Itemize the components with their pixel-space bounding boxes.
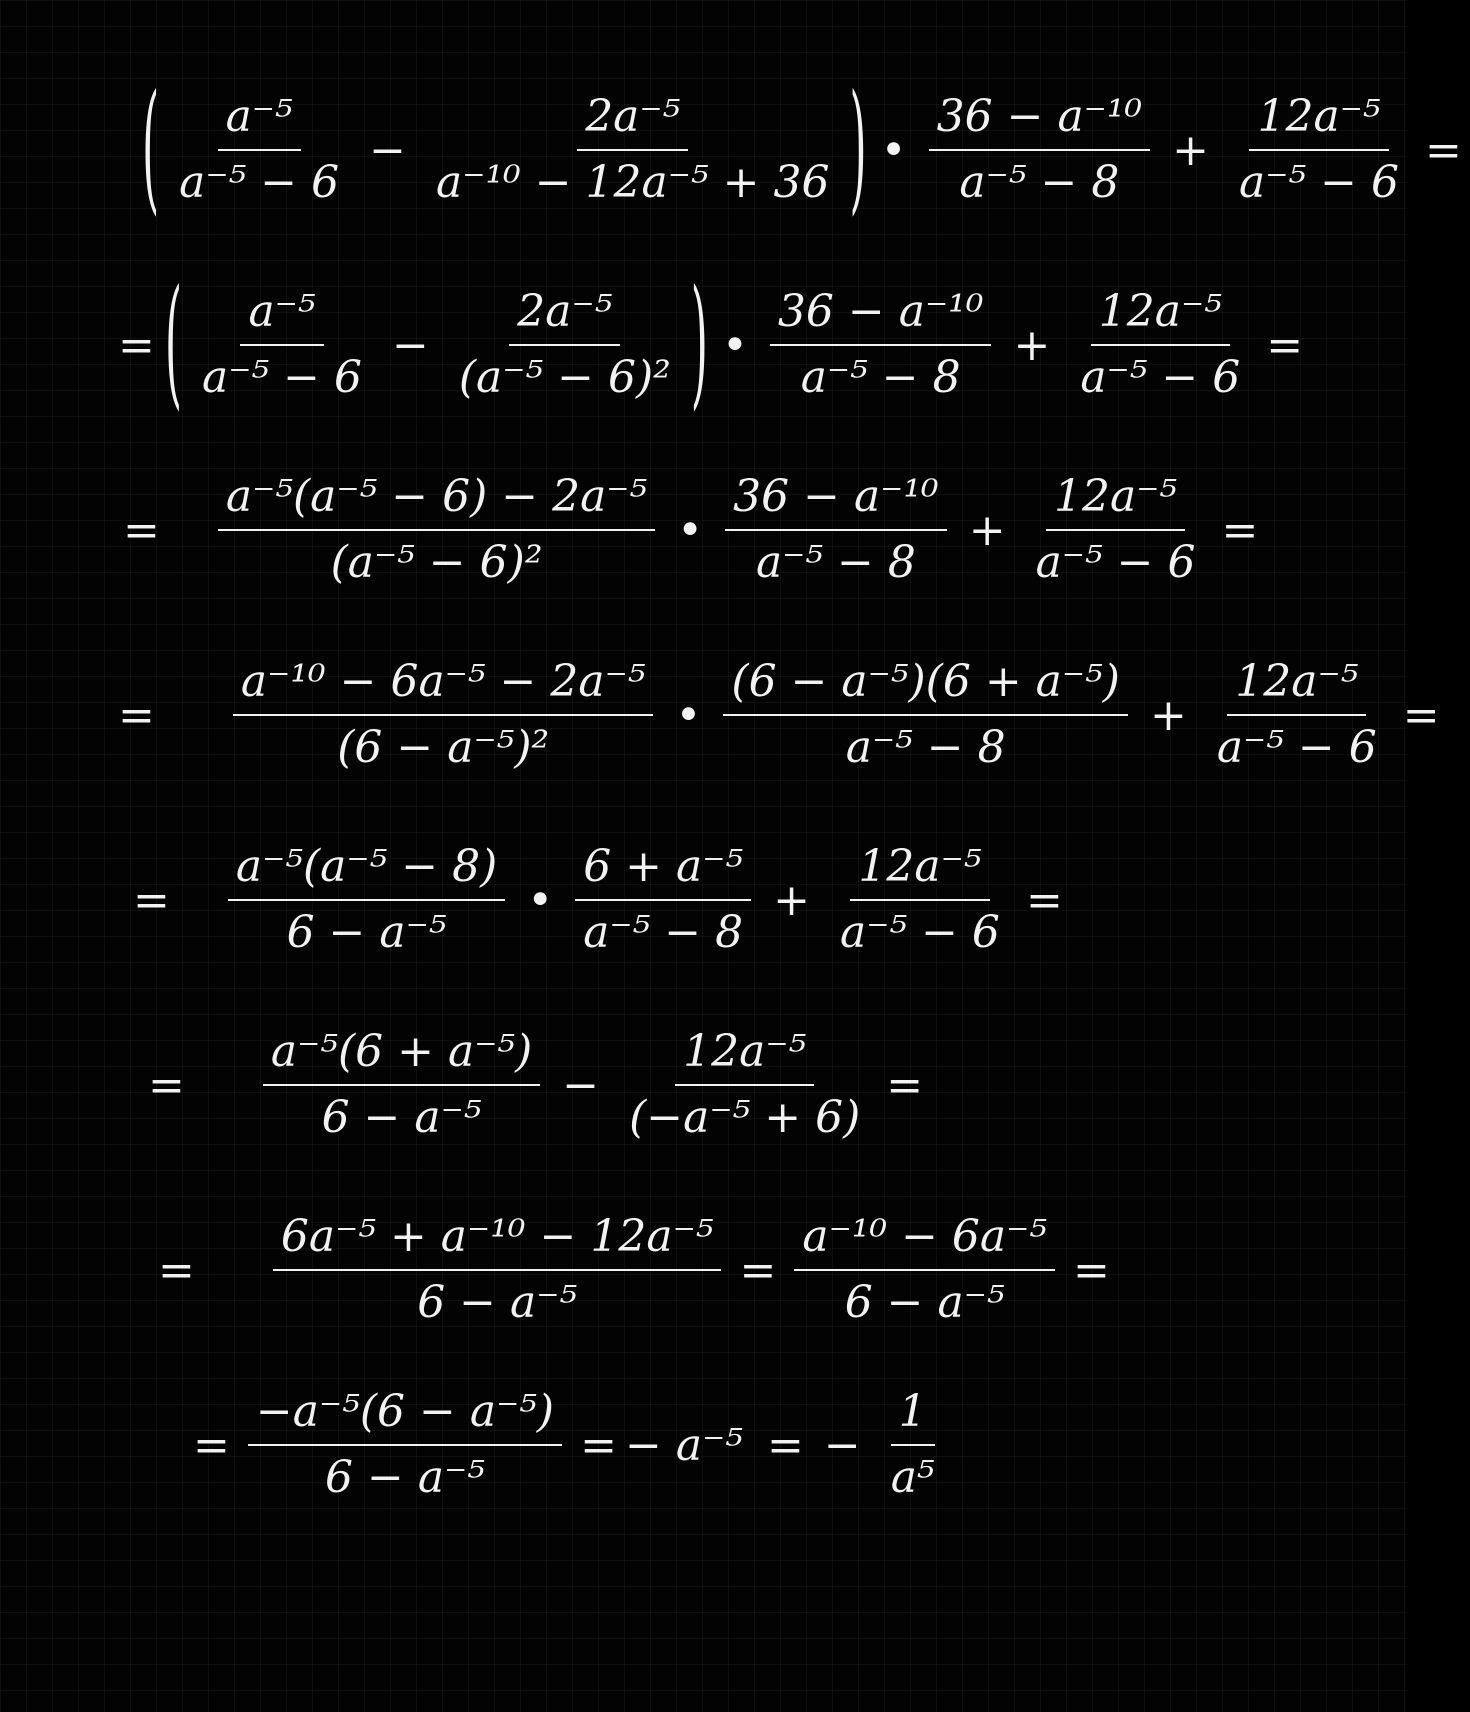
numerator: a⁻⁵(a⁻⁵ − 8) (228, 835, 505, 901)
denominator: a⁻⁵ − 8 (755, 537, 916, 588)
denominator: a⁻⁵ − 6 (1239, 157, 1399, 208)
equals-sign: = (158, 1244, 195, 1296)
numerator: (6 − a⁻⁵)(6 + a⁻⁵) (723, 650, 1128, 716)
plus-sign: + (1013, 319, 1051, 371)
numerator: 36 − a⁻¹⁰ (770, 280, 992, 346)
denominator: (6 − a⁻⁵)² (337, 722, 550, 773)
equation-line-8 (185, 1345, 953, 1545)
equals-sign: = (118, 689, 155, 741)
numerator: 12a⁻⁵ (1227, 650, 1366, 716)
numerator: 12a⁻⁵ (675, 1020, 814, 1086)
equation-line-4 (110, 615, 1448, 815)
equation-line-1 (140, 50, 1470, 250)
denominator: 6 − a⁻⁵ (325, 1452, 485, 1503)
numerator: 12a⁻⁵ (850, 835, 989, 901)
equals-sign: = (193, 1419, 230, 1471)
multiply-dot: • (721, 319, 748, 371)
multiply-dot: • (880, 124, 907, 176)
equation-line-2 (110, 245, 1311, 445)
denominator: a⁻⁵ − 6 (840, 907, 1000, 958)
fraction (929, 85, 1151, 215)
fraction (228, 835, 505, 965)
numerator: a⁻¹⁰ − 6a⁻⁵ − 2a⁻⁵ (233, 650, 654, 716)
denominator: 6 − a⁻⁵ (417, 1277, 578, 1328)
numerator: 1 (891, 1380, 935, 1446)
numerator: a⁻⁵ (218, 85, 301, 151)
numerator: a⁻¹⁰ − 6a⁻⁵ (794, 1205, 1055, 1271)
denominator: a⁻⁵ − 6 (179, 157, 340, 208)
numerator: 12a⁻⁵ (1046, 465, 1185, 531)
plus-sign: + (1172, 124, 1210, 176)
numerator: 2a⁻⁵ (509, 280, 620, 346)
denominator: (−a⁻⁵ + 6) (629, 1092, 861, 1143)
equation-line-6 (140, 985, 931, 1185)
plus-sign: + (968, 504, 1006, 556)
equation-line-7 (150, 1170, 1118, 1370)
plus-sign: + (1149, 689, 1187, 741)
numerator: 6a⁻⁵ + a⁻¹⁰ − 12a⁻⁵ (273, 1205, 722, 1271)
numerator: 12a⁻⁵ (1091, 280, 1230, 346)
numerator: 36 − a⁻¹⁰ (725, 465, 947, 531)
fraction (218, 465, 655, 595)
equals-sign: = (1402, 689, 1440, 741)
fraction (171, 85, 347, 215)
denominator: (a⁻⁵ − 6)² (458, 352, 671, 403)
minus-sign: − (562, 1059, 600, 1111)
numerator: 2a⁻⁵ (577, 85, 688, 151)
equals-sign: = (886, 1059, 924, 1111)
fraction (428, 85, 838, 215)
fraction (770, 280, 992, 410)
denominator: a⁻⁵ − 6 (1035, 537, 1196, 588)
denominator: a⁻⁵ − 6 (1080, 352, 1241, 403)
minus-sign: − (391, 319, 429, 371)
fraction (273, 1205, 722, 1335)
fraction (1231, 85, 1407, 215)
minus-sign: − (823, 1419, 861, 1471)
equals-sign: = (1424, 124, 1462, 176)
fraction (1072, 280, 1248, 410)
equals-sign: = (1221, 504, 1259, 556)
denominator: a⁻⁵ − 6 (1216, 722, 1377, 773)
equals-sign: = (739, 1244, 777, 1296)
numerator: a⁻⁵(a⁻⁵ − 6) − 2a⁻⁵ (218, 465, 655, 531)
denominator: a⁻¹⁰ − 12a⁻⁵ + 36 (435, 157, 830, 208)
fraction (194, 280, 370, 410)
numerator: a⁻⁵ (240, 280, 323, 346)
fraction (832, 835, 1008, 965)
equals-sign: = (1266, 319, 1304, 371)
close-paren: ) (690, 261, 708, 425)
denominator: 6 − a⁻⁵ (844, 1277, 1005, 1328)
denominator: a⁵ (890, 1452, 935, 1503)
equation-line-3 (115, 430, 1266, 630)
denominator: (a⁻⁵ − 6)² (330, 537, 543, 588)
expression: − a⁻⁵ (624, 1419, 743, 1471)
denominator: 6 − a⁻⁵ (286, 907, 447, 958)
fraction (794, 1205, 1055, 1335)
denominator: a⁻⁵ − 8 (845, 722, 1006, 773)
fraction (621, 1020, 868, 1150)
denominator: a⁻⁵ − 8 (800, 352, 961, 403)
fraction (725, 465, 947, 595)
multiply-dot: • (675, 689, 702, 741)
fraction (451, 280, 679, 410)
equals-sign: = (118, 319, 155, 371)
plus-sign: + (773, 874, 810, 926)
minus-sign: − (369, 124, 406, 176)
equals-sign: = (123, 504, 160, 556)
equals-sign: = (580, 1419, 617, 1471)
equals-sign: = (133, 874, 170, 926)
fraction (233, 650, 654, 780)
fraction (883, 1380, 943, 1510)
fraction (1028, 465, 1204, 595)
open-paren: ( (142, 66, 160, 230)
multiply-dot: • (527, 874, 554, 926)
fraction (575, 835, 751, 965)
equals-sign: = (1073, 1244, 1110, 1296)
equals-sign: = (766, 1419, 804, 1471)
denominator: a⁻⁵ − 6 (202, 352, 362, 403)
numerator: −a⁻⁵(6 − a⁻⁵) (248, 1380, 562, 1446)
open-paren: ( (164, 261, 183, 425)
fraction (1209, 650, 1385, 780)
fraction (263, 1020, 540, 1150)
denominator: 6 − a⁻⁵ (321, 1092, 482, 1143)
equals-sign: = (1025, 874, 1063, 926)
denominator: a⁻⁵ − 8 (583, 907, 744, 958)
close-paren: ) (849, 66, 867, 230)
numerator: 36 − a⁻¹⁰ (929, 85, 1151, 151)
equals-sign: = (148, 1059, 185, 1111)
equation-line-5 (125, 800, 1071, 1000)
numerator: 12a⁻⁵ (1249, 85, 1388, 151)
numerator: a⁻⁵(6 + a⁻⁵) (263, 1020, 540, 1086)
denominator: a⁻⁵ − 8 (959, 157, 1120, 208)
fraction (248, 1380, 562, 1510)
fraction (723, 650, 1128, 780)
numerator: 6 + a⁻⁵ (575, 835, 751, 901)
multiply-dot: • (677, 504, 704, 556)
